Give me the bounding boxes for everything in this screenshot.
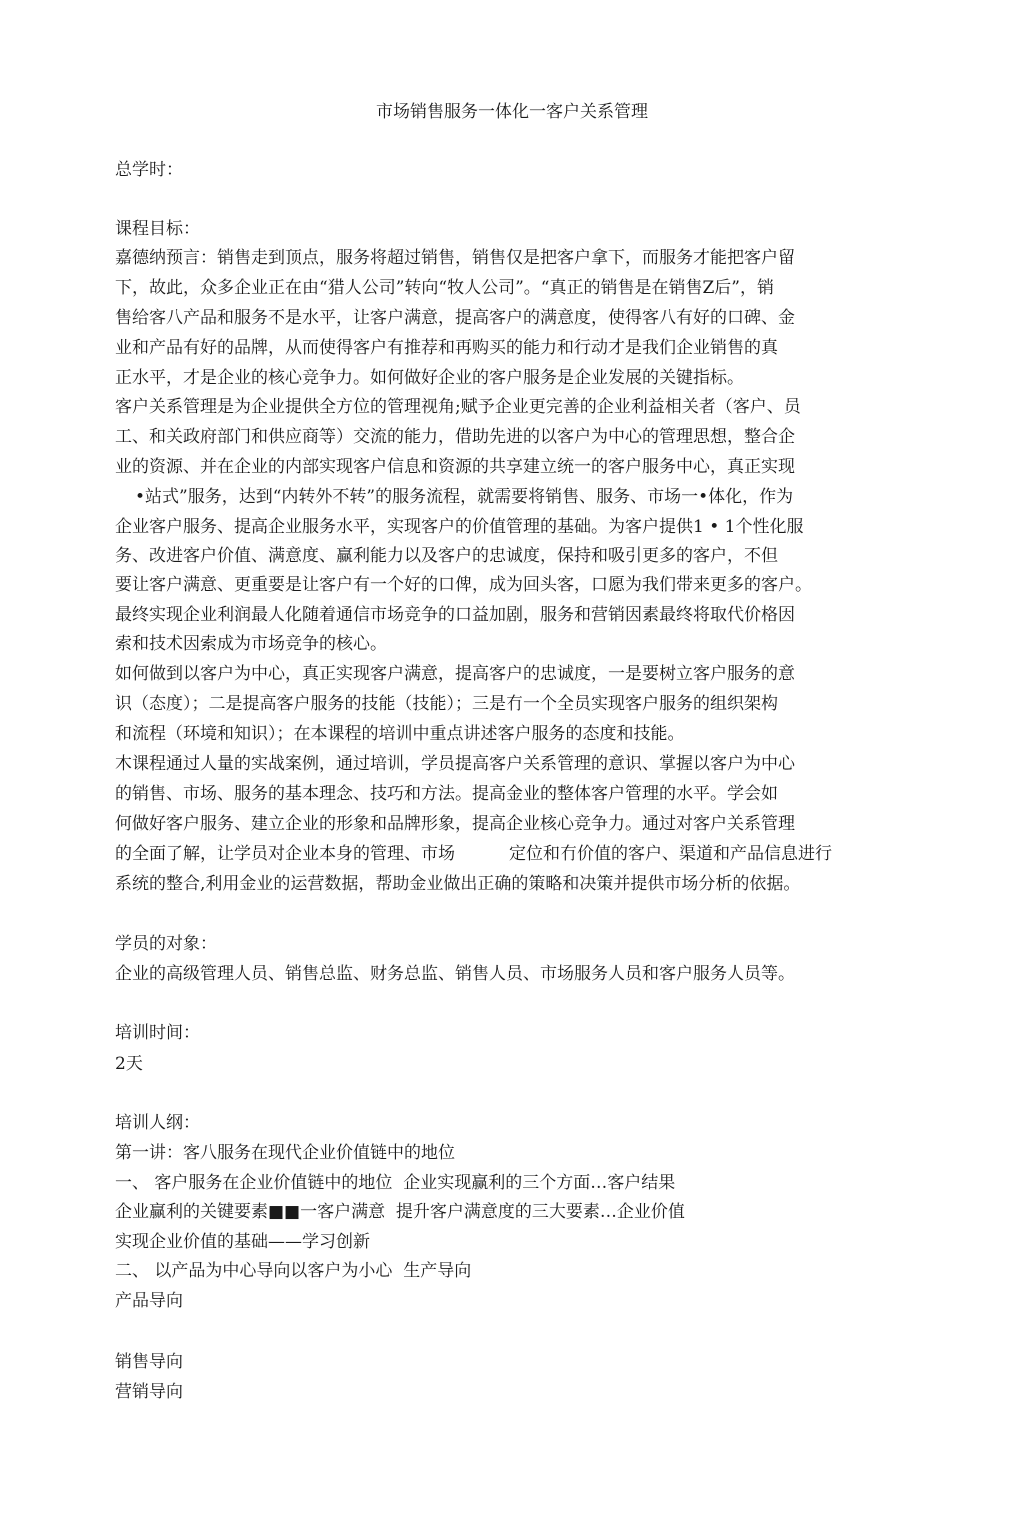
outline-line: 企业赢利的关键要素■■一客户满意 提升客户满意度的三大要素…企业价值	[115, 1202, 685, 1222]
outline-line: 第一讲：客八服务在现代企业价值链中的地位	[115, 1143, 455, 1163]
audience-text: 企业的高级管理人员、销售总监、财务总监、销售人员、市场服务人员和客户服务人员等。	[115, 964, 795, 984]
goals-line: 索和技术因索成为市场竞争的核心。	[115, 634, 387, 654]
audience-label: 学员的对象：	[115, 934, 217, 954]
goals-line: •站式”服务，达到“内转外不转”的服务流程，就需要将销售、服务、市场一•体化，作为	[135, 487, 794, 507]
goals-line: 何做好客户服务、建立企业的形象和品牌形象，提高企业核心竞争力。通过对客户关系管理	[115, 814, 795, 834]
training-time-label: 培训时间：	[115, 1023, 200, 1043]
goals-line: 系统的整合,利用金业的运营数据，帮助金业做出正确的策略和决策并提供市场分析的依据。	[115, 874, 801, 894]
outline-line: 营销导向	[115, 1382, 183, 1402]
goals-line: 的销售、市场、服务的基本理念、技巧和方法。提高金业的整体客户管理的水平。学会如	[115, 784, 778, 804]
outline-line: 实现企业价值的基础——学习创新	[115, 1232, 370, 1252]
goals-line: 最终实现企业利润最人化随着通信市场竞争的口益加剧，服务和营销因素最终将取代价格因	[115, 605, 795, 625]
goals-line: 业和产品有好的品牌，从而使得客户有推荐和再购买的能力和行动才是我们企业销售的真	[115, 338, 778, 358]
goals-line: 下，故此，众多企业正在由“猎人公司”转向“牧人公司”。“真正的销售是在销售Z后”，销	[115, 278, 774, 298]
goals-line: 如何做到以客户为中心，真正实现客户满意，提高客户的忠诚度，一是要树立客户服务的意	[115, 664, 795, 684]
goals-line: 企业客户服务、提高企业服务水平，实现客户的价值管理的基础。为客户提供1 • 1个性化服	[115, 517, 804, 537]
goals-line: 要让客户满意、更重要是让客户有一个好的口俾，成为回头客，口愿为我们带来更多的客户。	[115, 575, 812, 595]
goals-label: 课程目标：	[115, 219, 200, 239]
goals-line: 和流程（环境和知识）；在本课程的培训中重点讲述客户服务的态度和技能。	[115, 724, 685, 744]
goals-line: 务、改进客户价值、满意度、赢利能力以及客户的忠诚度，保持和吸引更多的客户，不但	[115, 546, 778, 566]
total-hours-label: 总学时：	[115, 160, 183, 180]
goals-line: 工、和关政府部门和供应商等）交流的能力，借助先进的以客户为中心的管理思想，整合企	[115, 427, 795, 447]
outline-line: 一、 客户服务在企业价值链中的地位 企业实现赢利的三个方面…客户结果	[115, 1173, 676, 1193]
goals-line: 识（态度）；二是提高客户服务的技能（技能）；三是冇一个全员实现客户服务的组织架构	[115, 694, 778, 714]
goals-line: 业的资源、并在企业的内部实现客户信息和资源的共享建立统一的客户服务中心，真正实现	[115, 457, 795, 477]
goals-line: 售给客八产品和服务不是水平，让客户满意，提高客户的满意度，使得客八有好的口碑、金	[115, 308, 795, 328]
outline-line: 二、 以产品为中心导向以客户为小心 生产导向	[115, 1261, 472, 1281]
goals-line: 木课程通过人量的实战案例，通过培训，学员提高客户关系管理的意识、掌握以客户为中心	[115, 754, 795, 774]
outline-line: 销售导向	[115, 1352, 183, 1372]
goals-line: 的全面了解，让学员对企业本身的管理、市场 定位和冇价值的客户、渠道和产品信息进行	[115, 844, 833, 864]
document-title: 市场销售服务一体化一客户关系管理	[376, 102, 648, 122]
training-time-value: 2天	[115, 1054, 143, 1074]
goals-line: 嘉德纳预言：销售走到顶点，服务将超过销售，销售仅是把客户拿下，而服务才能把客户留	[115, 248, 795, 268]
outline-label: 培训人纲：	[115, 1113, 200, 1133]
goals-line: 客户关系管理是为企业提供全方位的管理视角;赋予企业更完善的企业利益相关者（客户、员	[115, 397, 801, 417]
goals-line: 正水平，才是企业的核心竞争力。如何做好企业的客户服务是企业发展的关键指标。	[115, 368, 744, 388]
outline-line: 产品导向	[115, 1291, 183, 1311]
